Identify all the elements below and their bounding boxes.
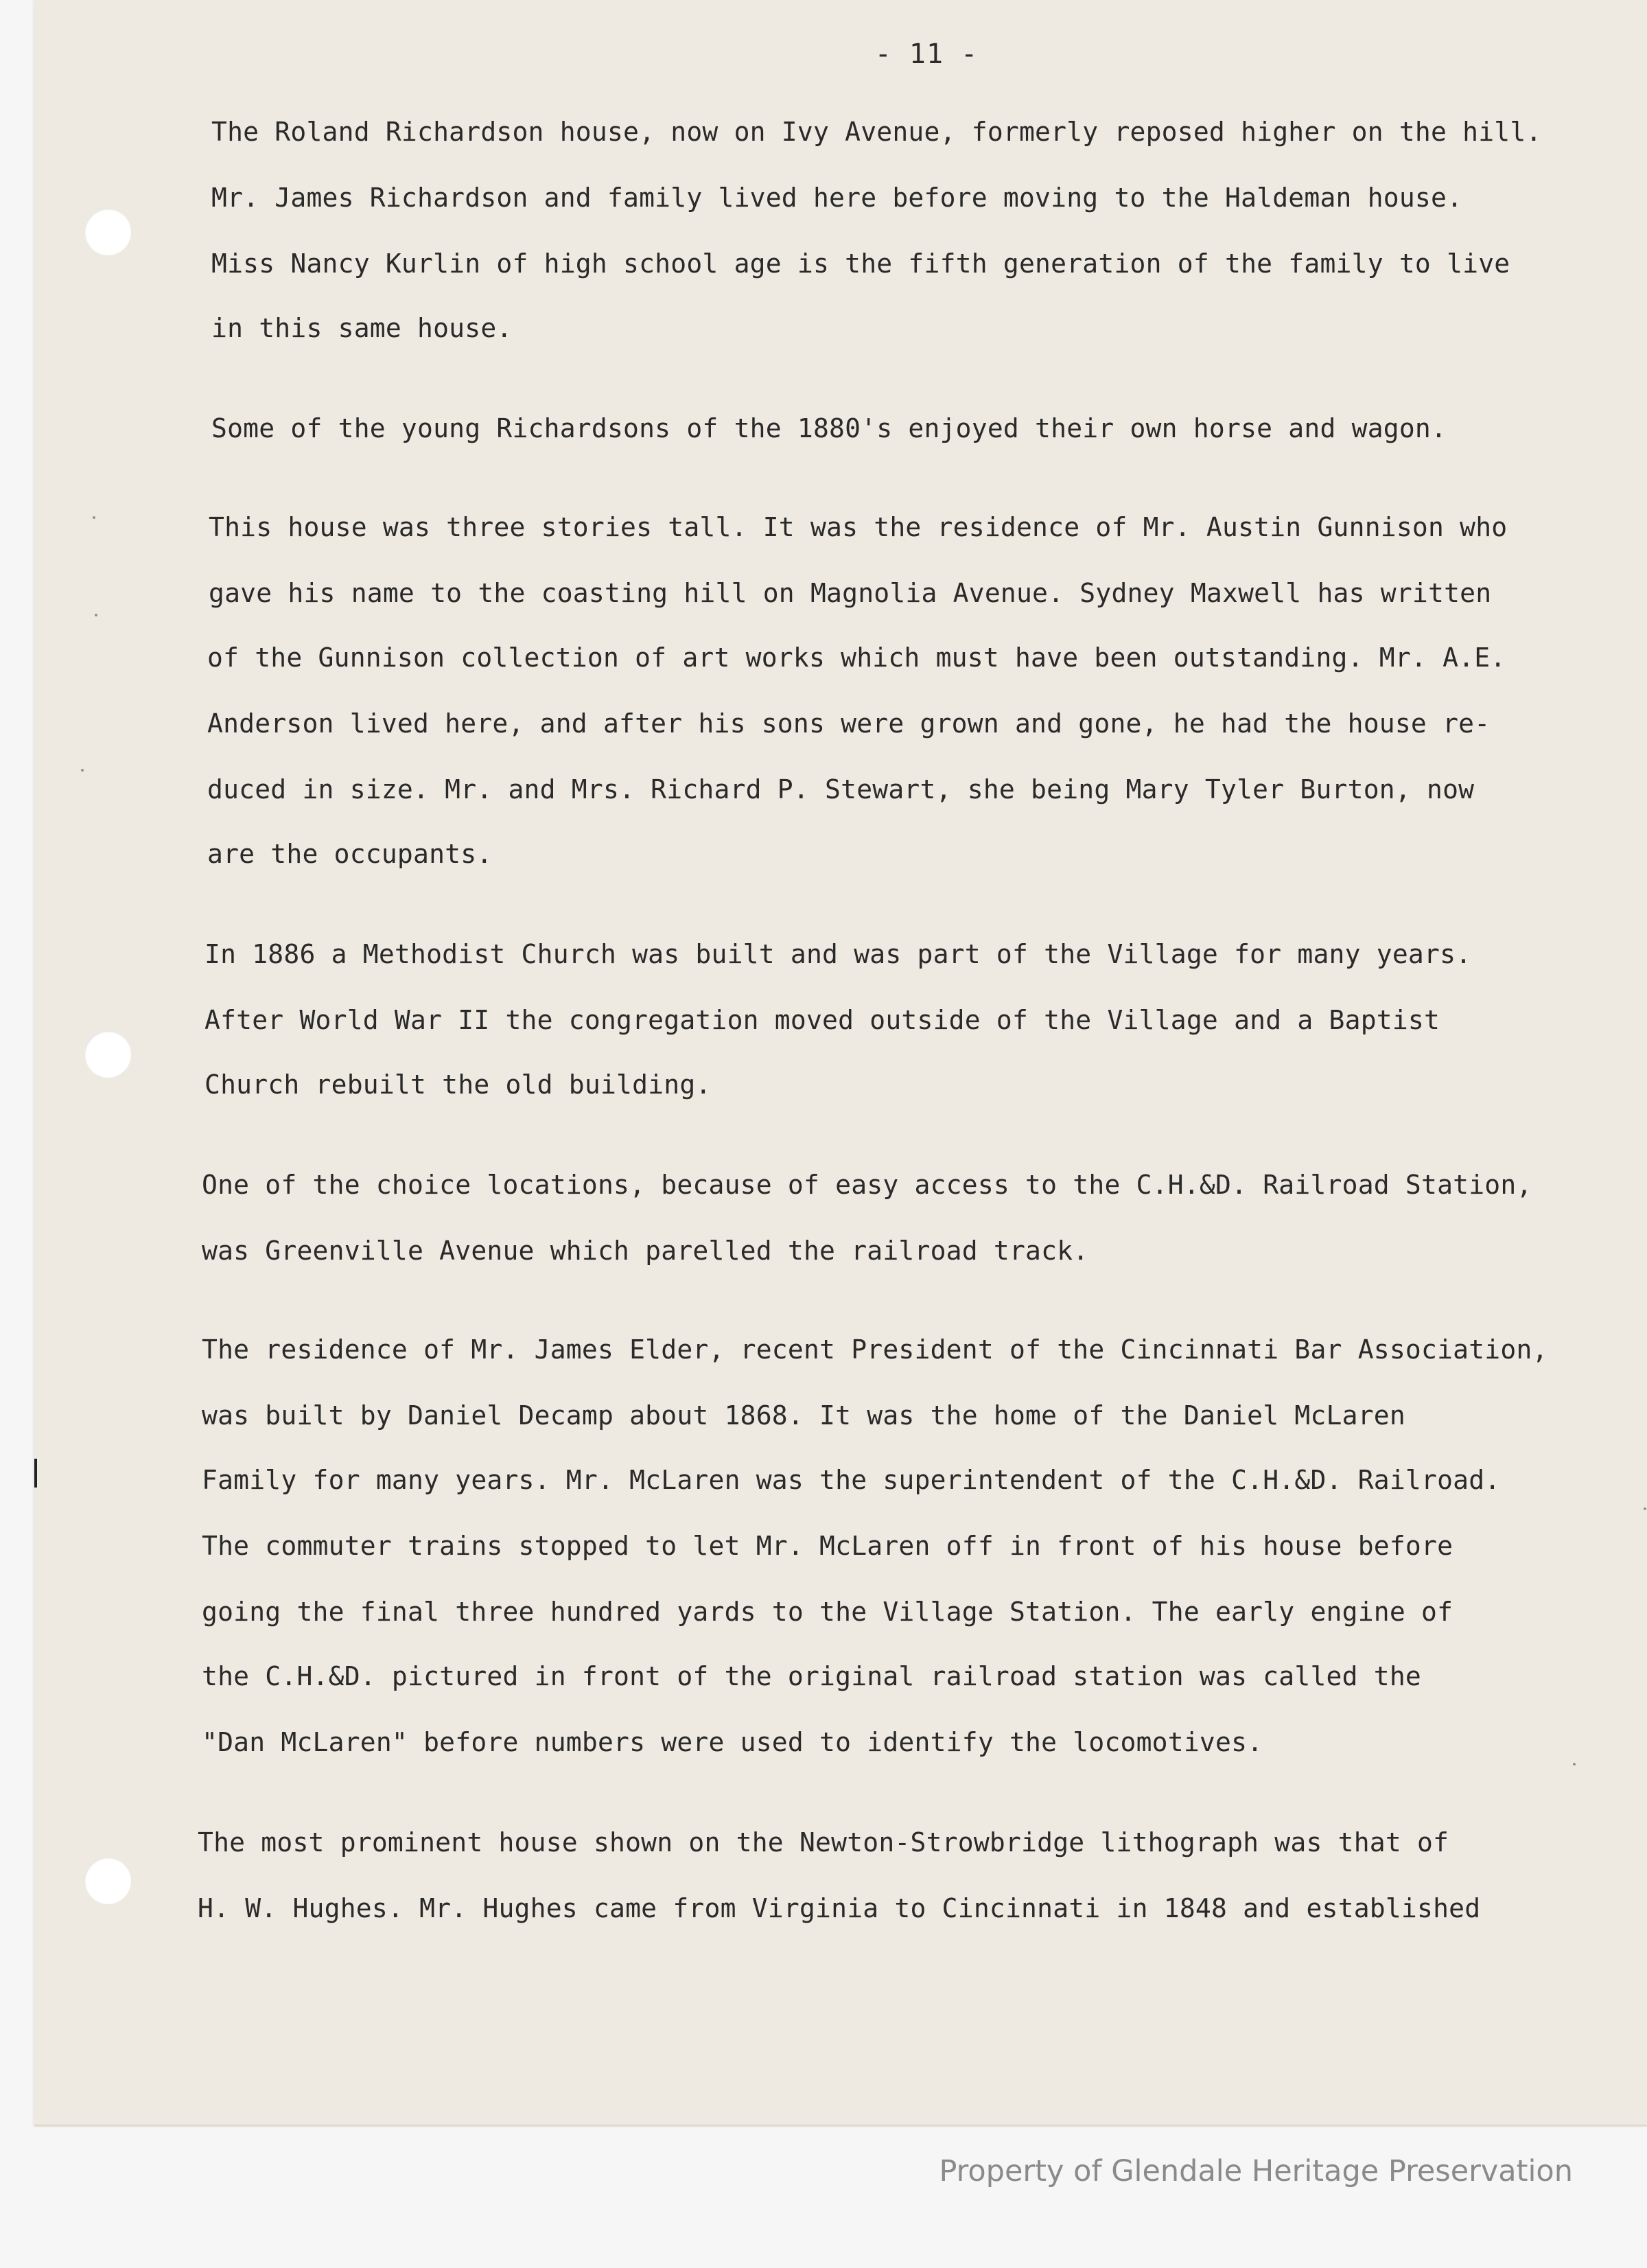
text-line: H. W. Hughes. Mr. Hughes came from Virginia to Cincinnati in 1848 and established	[198, 1893, 1481, 1923]
text-line: Some of the young Richardsons of the 1880's enjoyed their own horse and wagon.	[211, 413, 1447, 443]
text-line: The Roland Richardson house, now on Ivy Avenue, formerly reposed higher on the hill.	[211, 117, 1542, 147]
text-line: After World War II the congregation moved outside of the Village and a Baptist	[205, 1005, 1440, 1035]
speck	[93, 516, 95, 519]
text-line: are the occupants.	[207, 839, 493, 869]
text-line: Miss Nancy Kurlin of high school age is the fifth generation of the family to live	[211, 248, 1510, 279]
speck	[95, 614, 97, 616]
text-line: One of the choice locations, because of easy access to the C.H.&D. Railroad Station,	[202, 1170, 1532, 1200]
punch-hole-middle	[84, 1031, 131, 1078]
text-line: The most prominent house shown on the Newton-Strowbridge lithograph was that of	[198, 1827, 1449, 1858]
text-line: Anderson lived here, and after his sons were grown and gone, he had the house re-	[207, 708, 1491, 739]
text-line: was built by Daniel Decamp about 1868. It was the home of the Daniel McLaren	[202, 1400, 1405, 1431]
text-line: in this same house.	[211, 313, 513, 343]
punch-hole-bottom	[84, 1858, 131, 1904]
speck	[1573, 1763, 1576, 1766]
text-line: "Dan McLaren" before numbers were used to identify the locomotives.	[202, 1727, 1263, 1757]
text-line: Mr. James Richardson and family lived here before moving to the Haldeman house.	[211, 183, 1463, 213]
speck	[81, 769, 84, 772]
text-line: In 1886 a Methodist Church was built and was part of the Village for many years.	[205, 939, 1472, 969]
text-line: Family for many years. Mr. McLaren was the superintendent of the C.H.&D. Railroad.	[202, 1465, 1501, 1495]
text-line: gave his name to the coasting hill on Magnolia Avenue. Sydney Maxwell has written	[209, 578, 1492, 608]
text-line: the C.H.&D. pictured in front of the original railroad station was called the	[202, 1661, 1422, 1691]
punch-hole-top	[84, 209, 131, 255]
text-line: going the final three hundred yards to the Village Station. The early engine of	[202, 1597, 1453, 1627]
text-line: Church rebuilt the old building.	[205, 1069, 712, 1100]
page-number: - 11 -	[874, 38, 979, 70]
heritage-watermark: Property of Glendale Heritage Preservation	[939, 2154, 1573, 2188]
text-line: was Greenville Avenue which parelled the railroad track.	[202, 1236, 1089, 1266]
text-line: The residence of Mr. James Elder, recent President of the Cincinnati Bar Association,	[202, 1334, 1548, 1365]
text-line: The commuter trains stopped to let Mr. McLaren off in front of his house before	[202, 1531, 1453, 1561]
text-line: duced in size. Mr. and Mrs. Richard P. Stewart, she being Mary Tyler Burton, now	[207, 774, 1475, 805]
text-line: of the Gunnison collection of art works which must have been outstanding. Mr. A.E.	[207, 643, 1506, 673]
speck	[1644, 1507, 1646, 1510]
text-line: This house was three stories tall. It was the residence of Mr. Austin Gunnison who	[209, 512, 1508, 542]
binder-mark	[34, 1459, 37, 1488]
